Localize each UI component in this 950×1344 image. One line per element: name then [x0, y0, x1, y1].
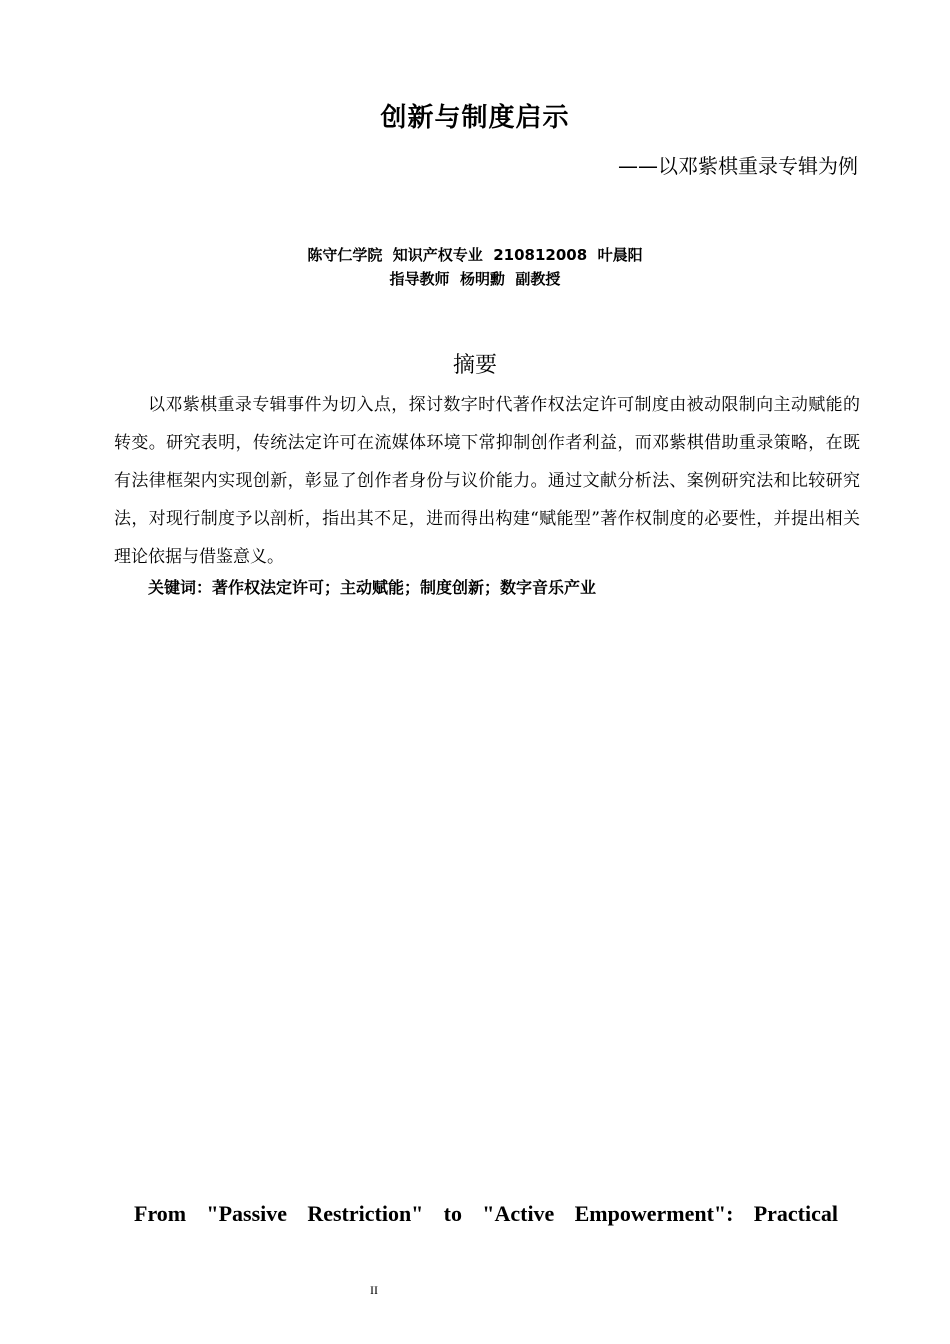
advisor-info: 指导教师 杨明勳 副教授 [389, 270, 561, 288]
keywords: 关键词：著作权法定许可；主动赋能；制度创新；数字音乐产业 [148, 578, 597, 597]
page-title: 创新与制度启示 [380, 103, 570, 133]
author-info: 陈守仁学院 知识产权专业 210812008 叶晨阳 [307, 246, 643, 264]
abstract-heading: 摘要 [452, 353, 497, 378]
abstract-body: 以邓紫棋重录专辑事件为切入点，探讨数字时代著作权法定许可制度由被动限制向主动赋能的转变。研究表明，传统法定许可在流媒体环境下常抑制创作者利益，而邓紫棋借助重录策略，在既有法律框架内实现创新，彰显了创作者身份与议价能力。通过文献分析法、案例研究法和比较研究法，对现行制度予以剖析，指出其不足，进而得出构建“赋能型”著作权制度的必要性，并提出相关理论依据与借鉴意义。 [114, 395, 860, 567]
page-subtitle: ——以邓紫棋重录专辑为例 [618, 154, 858, 178]
page-number: II [370, 1283, 378, 1297]
english-title: From "Passive Restriction" to "Active Empowerment": Practical [134, 1201, 838, 1226]
